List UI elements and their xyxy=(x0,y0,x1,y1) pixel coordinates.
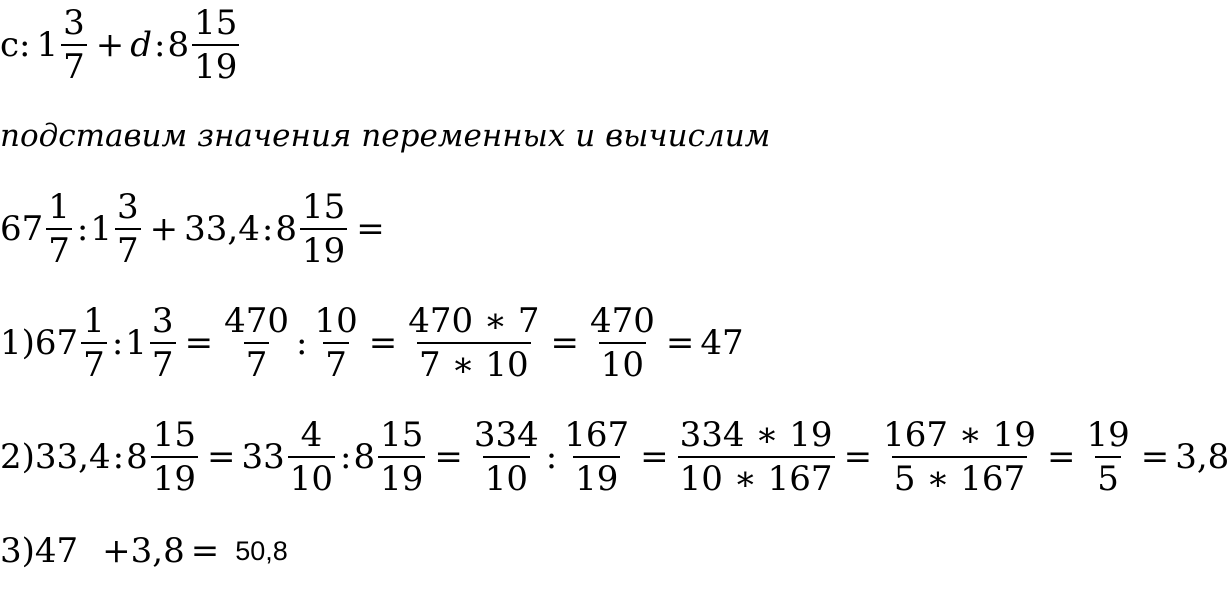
denominator: 19 xyxy=(378,456,425,496)
equals-sign: = xyxy=(550,323,579,363)
numerator: 1 xyxy=(48,187,70,227)
addend: +3,8 xyxy=(102,531,185,571)
mixed-whole: 33 xyxy=(241,437,285,477)
step-result: 47 xyxy=(700,323,744,363)
denominator: 7 xyxy=(150,342,176,382)
fraction xyxy=(1084,415,1131,499)
variable-d: d xyxy=(130,25,153,65)
division-operator: : xyxy=(545,437,558,477)
denominator: 10 ∗ 167 xyxy=(678,456,835,496)
mixed-whole: 67 xyxy=(0,209,44,249)
fraction xyxy=(678,415,835,499)
equals-sign: = xyxy=(190,531,220,571)
step-1 xyxy=(0,301,744,385)
final-result: 50,8 xyxy=(235,535,288,566)
division-operator: : xyxy=(295,323,308,363)
mixed-whole: 8 xyxy=(275,209,297,249)
fraction xyxy=(288,415,335,499)
numerator: 470 xyxy=(224,301,289,341)
decimal-number: 33,4 xyxy=(34,437,111,477)
fraction xyxy=(150,301,176,385)
denominator: 10 xyxy=(483,456,530,496)
numerator: 334 xyxy=(473,415,539,455)
division-operator: : xyxy=(261,209,274,249)
division-operator: : xyxy=(154,25,166,65)
plus-operator: + xyxy=(95,25,125,65)
denominator: 10 xyxy=(599,342,646,382)
fraction xyxy=(151,415,198,499)
numerator: 470 ∗ 7 xyxy=(408,301,540,341)
fraction xyxy=(222,301,291,385)
numerator: 15 xyxy=(301,187,346,227)
fraction xyxy=(881,415,1038,499)
denominator: 7 xyxy=(244,342,270,382)
mixed-whole: 8 xyxy=(126,437,148,477)
decimal-number: 33,4 xyxy=(184,209,260,249)
denominator: 10 xyxy=(288,456,335,496)
numerator: 19 xyxy=(1086,415,1130,455)
numerator: 4 xyxy=(300,415,323,455)
fraction xyxy=(312,301,359,385)
numerator: 334 ∗ 19 xyxy=(679,415,833,455)
step-3 xyxy=(0,531,288,571)
fraction xyxy=(562,415,631,499)
equals-sign: = xyxy=(1140,437,1170,477)
step-2 xyxy=(0,415,1229,499)
fraction xyxy=(378,415,425,499)
fraction xyxy=(300,187,347,271)
denominator: 19 xyxy=(300,228,347,268)
division-operator: : xyxy=(340,437,352,477)
equals-sign: = xyxy=(843,437,873,477)
plus-operator: + xyxy=(149,209,179,249)
numerator: 15 xyxy=(194,3,238,43)
fraction xyxy=(406,301,541,385)
numerator: 15 xyxy=(380,415,424,455)
equals-sign: = xyxy=(356,209,385,249)
denominator: 7 xyxy=(115,228,141,268)
fraction xyxy=(472,415,541,499)
variable-c-label: c: xyxy=(0,25,31,65)
equals-sign: = xyxy=(206,437,236,477)
mixed-whole: 1 xyxy=(125,323,147,363)
numerator: 15 xyxy=(152,415,196,455)
instruction-heading: подставим значения переменных и вычислим xyxy=(0,118,771,154)
step-label: 3) xyxy=(0,531,35,571)
fraction xyxy=(115,187,141,271)
equals-sign: = xyxy=(368,323,398,363)
numerator: 1 xyxy=(83,301,105,341)
step-result: 3,8 xyxy=(1175,437,1229,477)
fraction xyxy=(61,3,87,87)
fraction xyxy=(588,301,657,385)
mixed-whole: 8 xyxy=(167,25,190,65)
numerator: 167 xyxy=(564,415,630,455)
addend: 47 xyxy=(34,531,79,571)
numerator: 167 ∗ 19 xyxy=(883,415,1036,455)
fraction xyxy=(192,3,239,87)
denominator: 5 xyxy=(1095,456,1121,496)
equals-sign: = xyxy=(184,323,214,363)
denominator: 19 xyxy=(151,456,198,496)
mixed-whole: 1 xyxy=(36,25,59,65)
fraction xyxy=(81,301,107,385)
equals-sign: = xyxy=(1046,437,1076,477)
equals-sign: = xyxy=(665,323,695,363)
fraction xyxy=(46,187,72,271)
numerator: 470 xyxy=(589,301,655,341)
substituted-expression xyxy=(0,187,391,271)
division-operator: : xyxy=(112,437,125,477)
equals-sign: = xyxy=(640,437,669,477)
denominator: 5 ∗ 167 xyxy=(892,456,1027,496)
numerator: 3 xyxy=(117,187,139,227)
denominator: 7 ∗ 10 xyxy=(417,342,531,382)
division-operator: : xyxy=(76,209,89,249)
numerator: 3 xyxy=(63,3,85,43)
denominator: 7 xyxy=(81,342,107,382)
mixed-whole: 67 xyxy=(34,323,79,363)
denominator: 19 xyxy=(573,456,620,496)
denominator: 7 xyxy=(323,342,349,382)
numerator: 3 xyxy=(151,301,174,341)
mixed-whole: 1 xyxy=(90,209,113,249)
division-operator: : xyxy=(111,323,124,363)
denominator: 7 xyxy=(46,228,72,268)
mixed-whole: 8 xyxy=(353,437,376,477)
step-label: 2) xyxy=(0,437,35,477)
denominator: 19 xyxy=(192,44,239,84)
step-label: 1) xyxy=(0,323,35,363)
expression-line xyxy=(0,3,242,87)
denominator: 7 xyxy=(61,44,87,84)
equals-sign: = xyxy=(434,437,463,477)
numerator: 10 xyxy=(314,301,358,341)
